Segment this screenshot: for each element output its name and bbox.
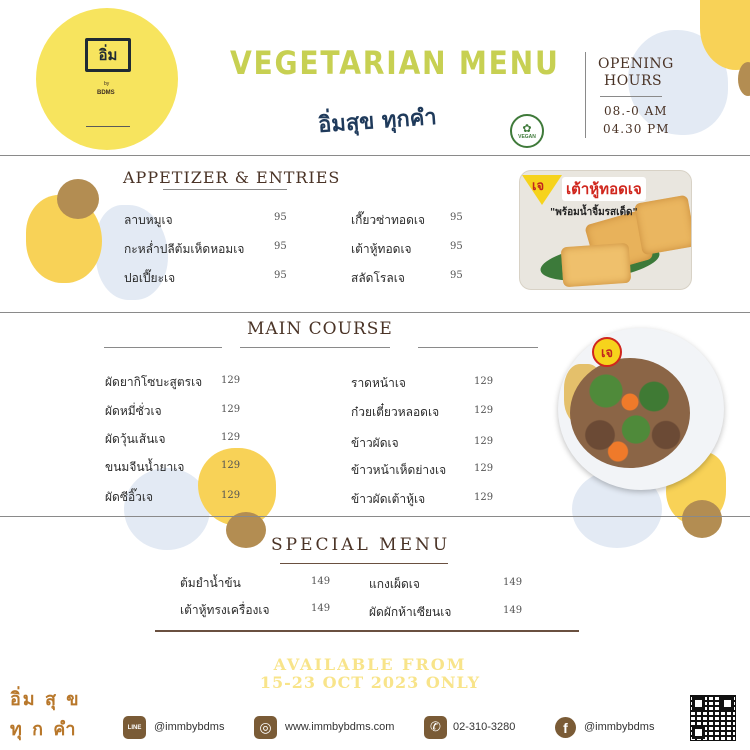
tofu-photo: [519, 170, 692, 290]
photo-subcaption: "พร้อมน้ำจิ้มรสเด็ด": [550, 207, 638, 218]
item-price: 149: [503, 577, 523, 588]
list-item: ผัดผักห้าเซียนเจ: [369, 605, 452, 619]
qr-finder: [721, 697, 734, 710]
item-price: 129: [474, 405, 494, 416]
decor-blob: [57, 179, 99, 219]
hours-title-2: HOURS: [604, 73, 663, 89]
appetizer-title-rule: [163, 189, 287, 190]
tofu-piece: [561, 243, 632, 288]
brand-sub2: BDMS: [97, 90, 115, 96]
brand-logo-text: อิ่ม: [98, 46, 118, 64]
list-item: แกงเผ็ดเจ: [369, 577, 420, 591]
main-course-title: MAIN COURSE: [247, 319, 393, 339]
item-price: 129: [221, 432, 241, 443]
item-price: 129: [221, 375, 241, 386]
tofu-piece: [634, 195, 692, 256]
qr-finder: [692, 726, 705, 739]
item-price: 95: [274, 270, 287, 281]
item-price: 129: [221, 460, 241, 471]
hours-rule: [600, 96, 662, 97]
list-item: เต้าหู้ทรงเครื่องเจ: [180, 603, 270, 617]
decor-blob: [124, 468, 210, 550]
stir-fry-photo: [558, 328, 724, 490]
list-item: ผัดยากิโซบะสูตรเจ: [105, 375, 203, 389]
item-price: 95: [274, 212, 287, 223]
appetizer-title: APPETIZER & ENTRIES: [123, 168, 341, 187]
facebook-icon[interactable]: f: [555, 717, 576, 738]
list-item: ข้าวผัดเต้าหู้เจ: [351, 492, 426, 506]
item-price: 149: [503, 605, 523, 616]
list-item: ต้มยำน้ำข้น: [180, 576, 241, 590]
vegan-badge: [510, 114, 544, 148]
phone-number[interactable]: 02-310-3280: [453, 721, 516, 733]
hours-title-1: OPENING: [598, 56, 674, 72]
list-item: เกี๊ยวซ่าทอดเจ: [351, 213, 426, 227]
list-item: ราดหน้าเจ: [351, 376, 406, 390]
list-item: ขนมจีนน้ำยาเจ: [105, 460, 185, 474]
facebook-handle[interactable]: @immbybdms: [584, 721, 655, 733]
jay-badge-round: [592, 337, 622, 367]
special-menu-title: SPECIAL MENU: [271, 535, 451, 555]
decor-blob: [738, 62, 750, 96]
item-price: 129: [474, 492, 494, 503]
hours-open: 08.-0 AM: [604, 104, 668, 118]
footer-slogan-1: อิ่ม สุ ข: [10, 689, 81, 710]
item-price: 95: [450, 270, 463, 281]
list-item: ผัดวุ้นเส้นเจ: [105, 432, 166, 446]
special-bottom-rule: [155, 630, 579, 632]
decor-blob: [682, 500, 722, 538]
list-item: เต้าหู้ทอดเจ: [351, 242, 412, 256]
leaf-icon: ✿: [522, 121, 532, 135]
item-price: 149: [311, 576, 331, 587]
website-link[interactable]: www.immbybdms.com: [285, 721, 395, 733]
item-price: 95: [450, 241, 463, 252]
list-item: ลาบหมูเจ: [124, 213, 173, 227]
brand-sub1: by: [104, 81, 110, 87]
qr-finder: [692, 697, 705, 710]
main-rule-left: [104, 347, 222, 348]
item-price: 95: [450, 212, 463, 223]
item-price: 129: [221, 490, 241, 501]
section-divider: [0, 516, 750, 517]
special-rule: [280, 563, 448, 564]
item-price: 129: [474, 376, 494, 387]
item-price: 149: [311, 603, 331, 614]
list-item: ข้าวหน้าเห็ดย่างเจ: [351, 463, 447, 477]
list-item: สลัดโรลเจ: [351, 271, 405, 285]
line-icon-label: LINE: [127, 724, 142, 731]
list-item: ข้าวผัดเจ: [351, 436, 399, 450]
main-rule-right: [418, 347, 538, 348]
logo-underline: [86, 126, 130, 127]
line-handle[interactable]: @immbybdms: [154, 721, 225, 733]
section-divider: [0, 312, 750, 313]
jay-badge-round-text: เจ: [600, 345, 614, 361]
item-price: 129: [474, 463, 494, 474]
list-item: กะหล่ำปลีต้มเห็ดหอมเจ: [124, 242, 245, 256]
section-divider: [0, 155, 750, 156]
item-price: 95: [274, 241, 287, 252]
item-price: 129: [221, 404, 241, 415]
vegan-label: VEGAN: [518, 133, 536, 140]
list-item: ปอเปี๊ยะเจ: [124, 271, 176, 285]
item-price: 129: [474, 436, 494, 447]
main-rule-center: [240, 347, 390, 348]
hours-close: 04.30 PM: [603, 122, 670, 136]
page-title: VEGETARIAN MENU: [230, 44, 560, 82]
phone-icon[interactable]: ✆: [424, 716, 447, 739]
list-item: ก๋วยเตี๋ยวหลอดเจ: [351, 405, 440, 419]
list-item: ผัดซีอิ๊วเจ: [105, 490, 154, 504]
brand-logo: [85, 38, 131, 72]
list-item: ผัดหมี่ซั่วเจ: [105, 404, 162, 418]
qr-code-icon[interactable]: [690, 695, 736, 741]
logo-circle: [36, 8, 178, 150]
photo-caption: เต้าหู้ทอดเจ: [562, 177, 646, 201]
line-icon[interactable]: [123, 716, 146, 739]
hours-divider: [585, 52, 586, 138]
tagline: อิ่มสุข ทุกคำ: [317, 104, 438, 139]
globe-icon[interactable]: ◎: [254, 716, 277, 739]
stir-fry-veg: [570, 358, 690, 468]
footer-slogan-2: ทุ ก คำ: [10, 719, 78, 740]
availability-line-1: AVAILABLE FROM: [273, 655, 467, 674]
jay-badge-text: เจ: [532, 179, 545, 194]
decor-blob: [226, 512, 266, 548]
availability-line-2: 15-23 OCT 2023 ONLY: [259, 673, 481, 692]
